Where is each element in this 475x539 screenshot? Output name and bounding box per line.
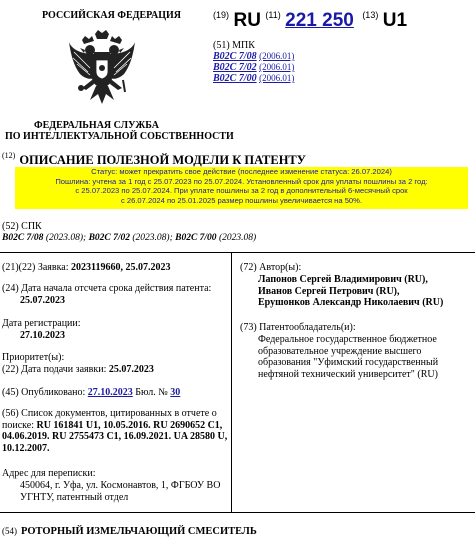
term-start-value: 25.07.2023	[20, 294, 65, 306]
authors-list	[258, 274, 473, 309]
filing-label: (22) Дата подачи заявки:	[2, 364, 107, 375]
status-line: Пошлина: учтена за 1 год с 25.07.2023 по 25.07.2024. Установленный срок для уплаты пошлины за 2 год:	[55, 176, 428, 186]
country-code: RU	[233, 10, 261, 31]
registration-value: 27.10.2023	[20, 329, 65, 341]
application-value: 2023119660, 25.07.2023	[71, 262, 171, 273]
author-item: Иванов Сергей Петрович (RU),	[258, 285, 400, 297]
published-label: (45) Опубликовано:	[2, 387, 86, 398]
title-num: (12)	[2, 151, 16, 160]
ipc-code-link[interactable]: B02C 7/00	[213, 73, 257, 84]
author-item: Ерушонков Александр Николаевич (RU)	[258, 297, 444, 308]
ipc-date-link[interactable]: (2006.01)	[259, 62, 295, 72]
status-line: с 26.07.2024 по 25.01.2025 размер пошлины увеличивается на 50%.	[120, 195, 363, 205]
cpc-code: B02C 7/02	[88, 233, 130, 243]
ipc-item	[213, 51, 294, 62]
model-title	[2, 521, 257, 539]
registration-label: Дата регистрации:	[2, 318, 81, 329]
ipc-date-link[interactable]: (2006.01)	[259, 73, 295, 83]
priority-label: Приоритет(ы):	[2, 352, 65, 363]
application-label: (21)(22) Заявка:	[2, 262, 69, 273]
published-field	[2, 387, 228, 399]
country-name: РОССИЙСКАЯ ФЕДЕРАЦИЯ	[42, 10, 182, 21]
ipc-block	[213, 40, 294, 84]
agency-line-1: ФЕДЕРАЛЬНАЯ СЛУЖБА	[34, 120, 159, 131]
cpc-date: (2023.08);	[45, 233, 87, 243]
address-label: Адрес для переписки:	[2, 468, 96, 479]
ipc-label: (51) МПК	[213, 40, 255, 51]
registration-field	[2, 318, 228, 341]
status-box	[15, 167, 468, 209]
authors-label: (72) Автор(ы):	[240, 262, 302, 273]
model-title-text: РОТОРНЫЙ ИЗМЕЛЬЧАЮЩИЙ СМЕСИТЕЛЬ	[21, 526, 257, 537]
published-date-link[interactable]: 27.10.2023	[87, 387, 133, 398]
filing-value: 25.07.2023	[108, 364, 154, 375]
agency-line-2: ПО ИНТЕЛЛЕКТУАЛЬНОЙ СОБСТВЕННОСТИ	[5, 131, 234, 142]
address-value: 450064, г. Уфа, ул. Космонавтов, 1, ФГБОУ ВО УГНТУ, патентный отдел	[20, 480, 221, 503]
cpc-label: (52) СПК	[2, 221, 42, 232]
title-text: ОПИСАНИЕ ПОЛЕЗНОЙ МОДЕЛИ К ПАТЕНТУ	[19, 153, 306, 167]
kind-num-code: (13)	[362, 10, 379, 20]
kind-code: U1	[382, 10, 408, 31]
ipc-code-link[interactable]: B02C 7/08	[213, 51, 257, 62]
ipc-date-link[interactable]: (2006.01)	[259, 51, 295, 61]
term-start-field	[2, 283, 228, 306]
references-field	[2, 408, 230, 454]
status-line: с 25.07.2023 по 25.07.2024. При уплате пошлины за 2 год в дополнительный 6-месячный срок	[75, 186, 408, 196]
cpc-date: (2023.08);	[132, 233, 173, 243]
application-field	[2, 262, 228, 274]
bulletin-number-link[interactable]: 30	[170, 387, 181, 398]
country-code-num: (19)	[213, 10, 230, 20]
patent-number-code: (11)	[265, 10, 281, 20]
ipc-item	[213, 62, 294, 73]
author-item: Лапонов Сергей Владимирович (RU),	[258, 274, 428, 285]
owner-value: Федеральное государственное бюджетное образовательное учреждение высшего образования "Уфимский государственный нефтяной технический университет" (RU)	[258, 334, 439, 380]
ipc-item	[213, 73, 294, 84]
status-line: Статус: может прекратить свое действие (последнее изменение статуса: 26.07.2024)	[91, 167, 392, 176]
emblem-icon	[68, 30, 136, 108]
model-title-num: (54)	[2, 526, 17, 536]
divider-top	[0, 252, 475, 253]
filing-field	[2, 364, 228, 376]
patent-number-line	[213, 10, 407, 32]
references-value: RU 161841 U1, 10.05.2016. RU 2690652 C1, 04.06.2019. RU 2755473 C1, 16.09.2021. UA 28580 U, 10.12.2007.	[2, 419, 228, 454]
owner-label: (73) Патентообладатель(и):	[240, 322, 356, 333]
patent-number[interactable]: 221 250	[285, 10, 354, 31]
cpc-date: (2023.08)	[218, 233, 257, 243]
divider-bottom	[0, 512, 475, 513]
divider-vertical	[231, 252, 232, 512]
references-label: (56) Список документов, цитированных в отчете о поиске:	[2, 408, 217, 431]
cpc-code: B02C 7/00	[175, 233, 217, 243]
cpc-code: B02C 7/08	[2, 233, 44, 243]
cpc-codes	[2, 233, 256, 243]
ipc-code-link[interactable]: B02C 7/02	[213, 62, 257, 73]
bulletin-label: Бюл. №	[135, 387, 168, 398]
term-start-label: (24) Дата начала отсчета срока действия патента:	[2, 283, 212, 294]
